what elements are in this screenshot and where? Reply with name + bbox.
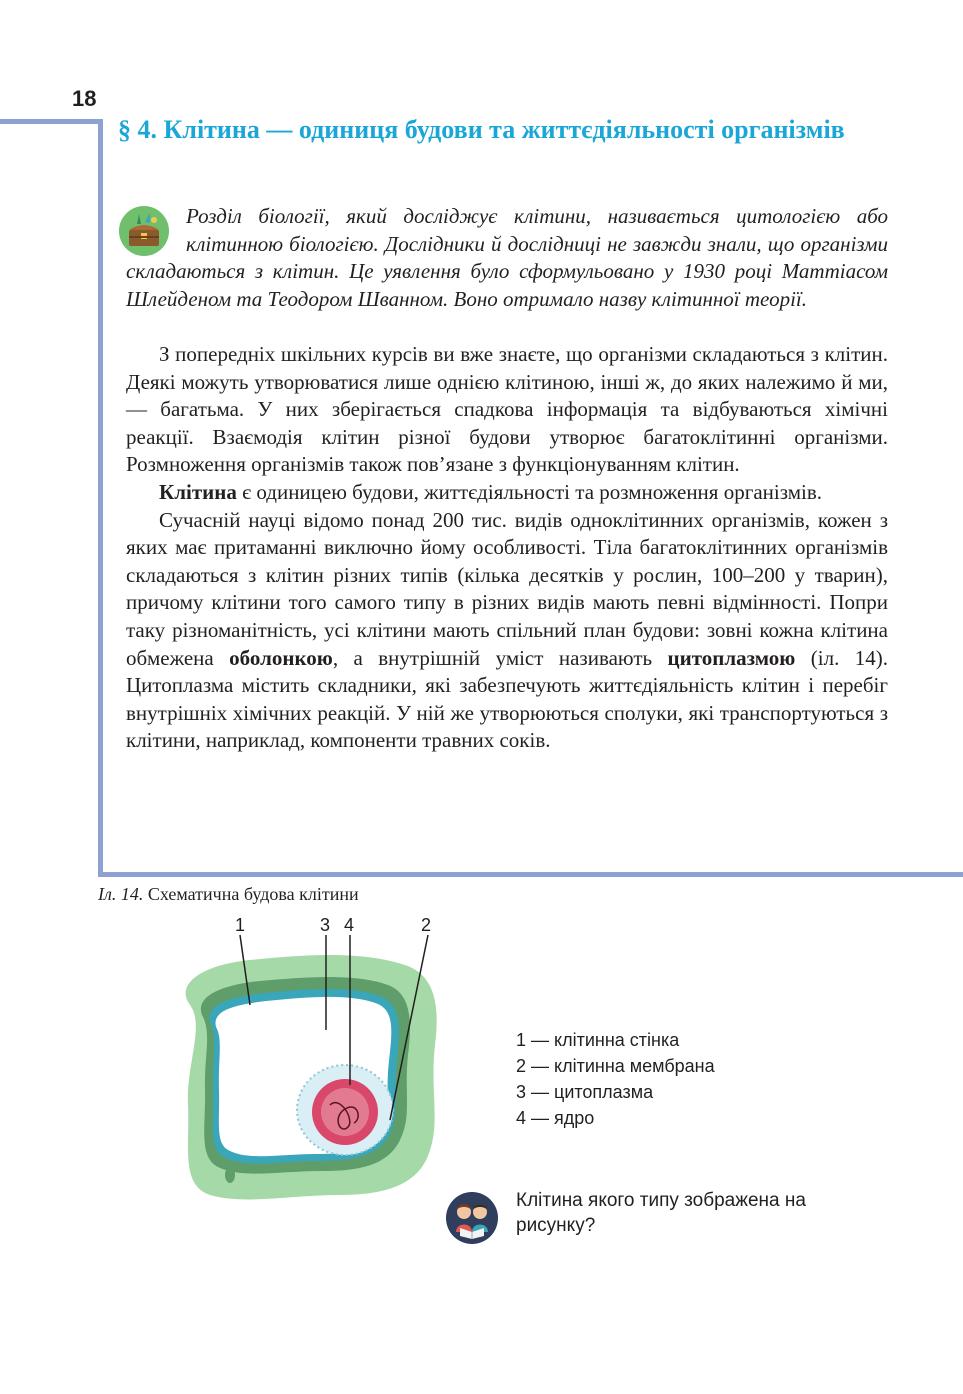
figure-legend xyxy=(516,1027,715,1131)
legend-item: 2 — клітинна мембрана xyxy=(516,1056,715,1076)
paragraph-1: З попередніх шкільних курсів ви вже знаєте, що організми складаються з клітин. Деякі можуть утворюватися лише однією клітиною, інші ж, до яких належимо й ми, — багатьма. У них зберігається спадкова інформація та відбуваються хімічні реакції. Взаємодія клітин різної будови утворює багатоклітинні організми. Розмноження організмів також пов’язане з функціонуванням клітин. xyxy=(126,342,888,477)
question-text: Клітина якого типу зображена на рисунку? xyxy=(516,1190,806,1236)
frame-top-line xyxy=(0,119,103,124)
caption-label: Іл. 14. xyxy=(98,884,144,904)
legend-item: 4 — ядро xyxy=(516,1108,595,1128)
frame-left-line xyxy=(98,119,103,877)
paragraph-3-part-3: (іл. 14). Цитоплазма містить складники, які забезпечують життєдіяльність клітин і перебіг внутрішніх хімічних реакцій. У ній же утворюються сполуки, які транспортуються з клітини, наприклад, компоненти травних соків. xyxy=(126,645,888,753)
callout-1: 1 xyxy=(235,915,246,935)
paragraph-3-part-1: Сучасній науці відомо понад 200 тис. видів одноклітинних організмів, кожен з яких має притаманні виключно йому особливості. Тіла багатоклітинних організмів складаються з клітин різних типів (кілька десятків у рослин, 100–200 у тварин), причому клітини того самого типу в різних видів мають певні відмінності. Попри таку різноманітність, усі клітини мають спільний план будови: зовні кожна клітина обмежена xyxy=(126,507,888,670)
frame-bottom-line xyxy=(98,872,963,877)
page-number: 18 xyxy=(72,86,97,111)
paragraph-2 xyxy=(126,479,888,507)
callout-2: 2 xyxy=(421,915,432,935)
body-text xyxy=(126,341,888,755)
legend-item: 1 — клітинна стінка xyxy=(516,1030,680,1050)
paragraph-3 xyxy=(126,507,888,755)
icon-wrap-space xyxy=(126,203,186,258)
term-cell: Клітина xyxy=(159,479,237,504)
caption-text: Схематична будова клітини xyxy=(143,884,359,904)
cell-diagram xyxy=(150,905,480,1225)
callout-4: 4 xyxy=(344,915,355,935)
term-membrane: оболонкою xyxy=(229,645,333,670)
section-title: § 4. Клітина — одиниця будови та життєдіяльності організмів xyxy=(118,115,845,144)
callout-3: 3 xyxy=(320,915,331,935)
paragraph-3-part-2: , а внутрішній уміст називають xyxy=(332,645,668,670)
paragraph-2-text: є одиницею будови, життєдіяльності та розмноження організмів. xyxy=(236,479,822,504)
students-with-book-icon xyxy=(446,1192,498,1244)
intro-text: Розділ біології, який досліджує клітини, називається цитологією або клітинною біологією. Дослідники й дослідниці не завжди знали, що організми складаються з клітин. Це уявлення було сформульовано у 1930 році Маттіасом Шлейденом та Теодором Шванном. Воно отримало назву клітинної теорії. xyxy=(126,204,888,311)
legend-item: 3 — цитоплазма xyxy=(516,1082,654,1102)
term-cytoplasm: цитоплазмою xyxy=(667,645,796,670)
figure-caption xyxy=(98,884,359,905)
intro-paragraph xyxy=(126,203,888,313)
